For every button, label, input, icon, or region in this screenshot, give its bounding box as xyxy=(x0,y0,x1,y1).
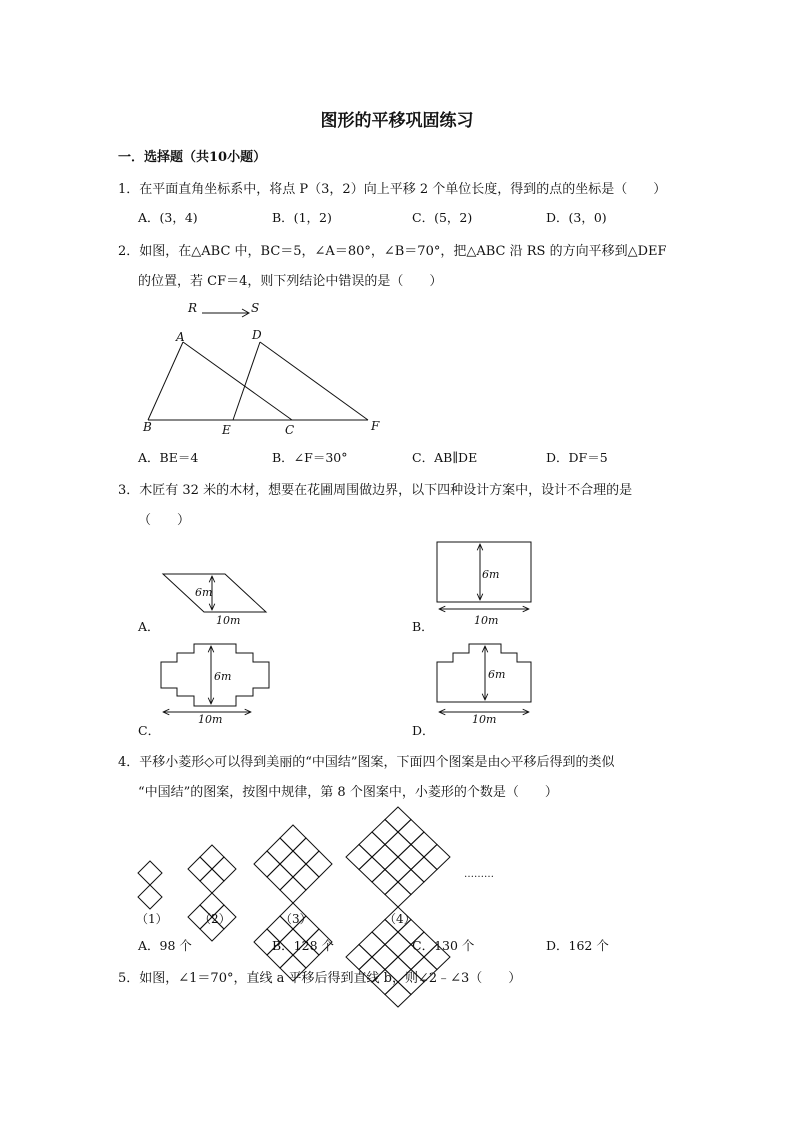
q1-option-a: A．(3，4) xyxy=(138,210,198,225)
label-r: R xyxy=(188,301,198,315)
pattern-4-rhombus xyxy=(372,845,398,870)
pattern-4-rhombus xyxy=(385,832,411,857)
pattern-4-rhombus xyxy=(359,932,385,957)
pattern-4-rhombus xyxy=(346,845,372,870)
pattern-3-rhombus xyxy=(280,825,306,851)
q4-option-c: C．130 个 xyxy=(412,938,475,953)
fig-a-height-label: 6m xyxy=(195,586,213,599)
fig-c-width-label: 10m xyxy=(198,713,223,726)
pattern-4-rhombus xyxy=(372,820,398,845)
q2-option-a: A．BE＝4 xyxy=(138,450,199,465)
pattern-4-rhombus xyxy=(372,945,398,970)
label-f: F xyxy=(371,419,380,433)
pattern-3-rhombus xyxy=(293,864,319,890)
page-title: 图形的平移巩固练习 xyxy=(320,111,474,131)
fig-d-height-label: 6m xyxy=(488,668,506,681)
pattern-3-rhombus xyxy=(267,838,293,864)
pattern-1-rhombus xyxy=(138,861,162,885)
pattern-4-rhombus xyxy=(385,932,411,957)
q1-option-d: D．(3，0) xyxy=(546,210,607,225)
label-b: B xyxy=(143,420,152,434)
pattern-3-label: （3） xyxy=(280,912,312,926)
pattern-2-rhombus xyxy=(200,869,224,893)
pattern-2-rhombus xyxy=(212,857,236,881)
pattern-1-rhombus xyxy=(138,885,162,909)
question-2-line1: 2．如图，在△ABC 中，BC＝5，∠A＝80°，∠B＝70°，把△ABC 沿 RS 的方向平移到△DEF xyxy=(118,244,667,259)
pattern-4-rhombus xyxy=(346,945,372,970)
q2-option-c: C．AB∥DE xyxy=(412,450,478,465)
fig-b-height-label: 6m xyxy=(482,568,500,581)
pattern-4-rhombus xyxy=(359,832,385,857)
q4-option-b: B．128 个 xyxy=(272,938,335,953)
label-c: C xyxy=(285,423,295,437)
question-3-line2: （ ） xyxy=(138,513,191,528)
pattern-3-rhombus xyxy=(280,851,306,877)
pattern-4-rhombus xyxy=(398,845,424,870)
fig-d-width-label: 10m xyxy=(472,713,497,726)
pattern-4-rhombus xyxy=(411,832,437,857)
pattern-3-rhombus xyxy=(267,864,293,890)
fig-c-height-label: 6m xyxy=(214,670,232,683)
q1-option-b: B．(1，2) xyxy=(272,210,332,225)
fig-a-width-label: 10m xyxy=(216,614,241,627)
q4-option-a: A．98 个 xyxy=(138,938,192,953)
q3-option-d: D． xyxy=(412,723,435,738)
q2-option-b: B．∠F＝30° xyxy=(272,450,348,465)
pattern-3-rhombus xyxy=(280,877,306,903)
fig-b-width-label: 10m xyxy=(474,614,499,627)
question-4-line2: “中国结”的图案，按图中规律，第 8 个图案中，小菱形的个数是（ ） xyxy=(138,785,558,800)
pattern-2-rhombus xyxy=(188,857,212,881)
section-heading: 一．选择题（共10小题） xyxy=(118,150,267,165)
label-s: S xyxy=(251,301,260,315)
pattern-4-label: （4） xyxy=(384,912,416,926)
q4-option-d: D．162 个 xyxy=(546,938,609,953)
pattern-3-rhombus xyxy=(293,838,319,864)
pattern-1-label: （1） xyxy=(136,912,168,926)
q3-option-b: B． xyxy=(412,619,434,634)
pattern-4-rhombus xyxy=(372,870,398,895)
q3-option-c: C． xyxy=(138,723,161,738)
pattern-3-rhombus xyxy=(306,851,332,877)
pattern-ellipsis: ……… xyxy=(464,869,494,880)
question-1-text: 1．在平面直角坐标系中，将点 P（3，2）向上平移 2 个单位长度，得到的点的坐标是（ ） xyxy=(118,182,667,197)
question-3-line1: 3．木匠有 32 米的木材，想要在花圃周围做边界，以下四种设计方案中，设计不合理的是 xyxy=(118,483,633,498)
pattern-4-rhombus xyxy=(424,845,450,870)
pattern-4-rhombus xyxy=(385,857,411,882)
pattern-3-rhombus xyxy=(254,851,280,877)
question-5-text: 5．如图，∠1＝70°，直线 a 平移后得到直线 b，则∠2﹣∠3（ ） xyxy=(118,971,522,986)
pattern-4-rhombus xyxy=(385,807,411,832)
q1-option-c: C．(5，2) xyxy=(412,210,473,225)
pattern-4-rhombus xyxy=(385,882,411,907)
question-4-line1: 4．平移小菱形◇可以得到美丽的“中国结”图案，下面四个图案是由◇平移后得到的类似 xyxy=(118,755,615,770)
label-d: D xyxy=(252,328,262,342)
pattern-4-rhombus xyxy=(398,870,424,895)
label-e: E xyxy=(222,423,231,437)
pattern-4-rhombus xyxy=(359,857,385,882)
pattern-4-rhombus xyxy=(411,857,437,882)
pattern-2-rhombus xyxy=(200,845,224,869)
pattern-2-label: （2） xyxy=(199,912,231,926)
pattern-4-rhombus xyxy=(398,820,424,845)
q3-option-a: A． xyxy=(138,619,160,634)
q2-option-d: D．DF＝5 xyxy=(546,450,608,465)
label-a: A xyxy=(176,330,185,344)
question-2-line2: 的位置，若 CF＝4，则下列结论中错误的是（ ） xyxy=(138,274,443,289)
